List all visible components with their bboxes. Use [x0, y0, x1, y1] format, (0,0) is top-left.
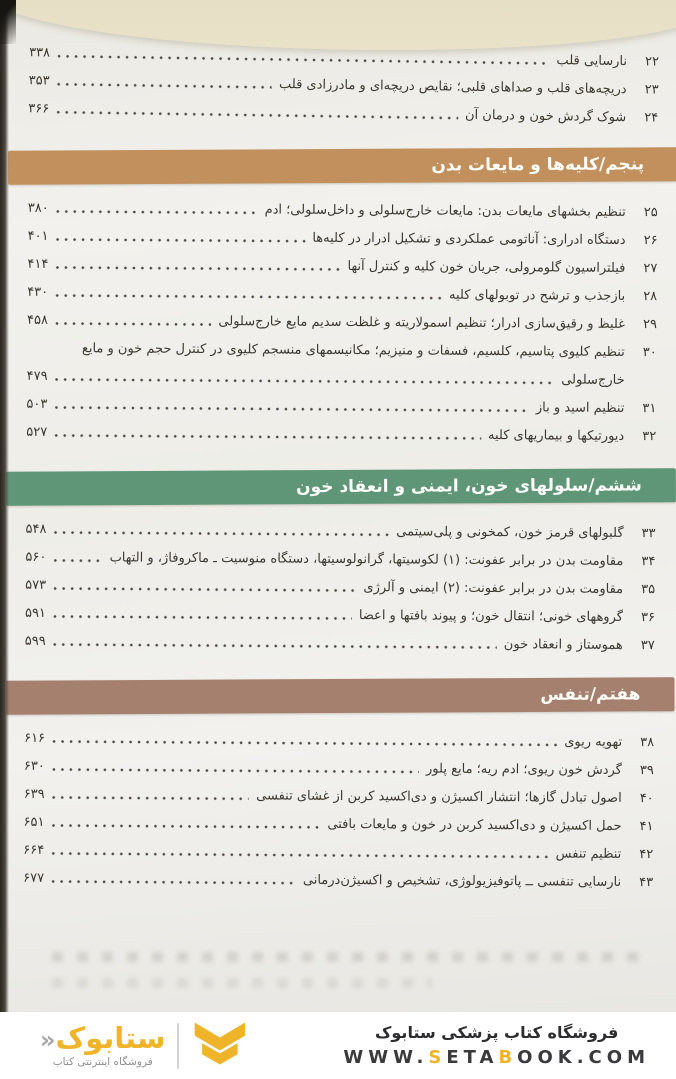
chapter-number: ۳۲ — [642, 429, 657, 445]
toc-row — [23, 869, 661, 892]
page-showthrough — [52, 952, 642, 962]
store-name: فروشگاه کتاب پزشکی ستابوک — [375, 1023, 619, 1042]
chapter-number: ۳۱ — [642, 401, 657, 417]
toc-row — [27, 311, 665, 334]
site-url-segment: WWW. — [343, 1047, 429, 1068]
page-number: ۳۸۰ — [27, 200, 49, 216]
section-header — [6, 677, 674, 715]
footer-site-info — [343, 1023, 654, 1068]
page-number: ۵۴۸ — [25, 521, 47, 537]
chapter-number: ۳۴ — [641, 554, 656, 570]
chapter-title: فیلتراسیون گلومرولی، جریان خون کلیه و کنترل آنها — [347, 259, 626, 276]
section-title: ششم/سلولهای خون، ایمنی و انعقاد خون — [296, 475, 642, 498]
dots-leader — [56, 208, 258, 216]
dots-leader — [51, 878, 296, 887]
chapter-number: ۳۵ — [641, 582, 656, 598]
chapter-title: نارسایی قلب — [556, 53, 628, 70]
section-rows — [23, 729, 662, 892]
dots-leader — [53, 641, 497, 651]
chapter-number: ۲۹ — [642, 317, 658, 333]
page-number: ۳۵۳ — [28, 73, 50, 89]
dots-leader — [55, 376, 555, 386]
page-showthrough — [52, 978, 432, 988]
section-title: پنجم/کلیه‌ها و مایعات بدن — [431, 154, 645, 176]
dots-leader — [57, 53, 550, 67]
logo-divider — [177, 1023, 179, 1069]
section-header — [8, 147, 676, 185]
dots-leader — [53, 557, 102, 564]
chapter-title: تنظیم کلیوی پتاسیم، کلسیم، فسفات و منیزیم؛ مکانیسمهای منسجم کلیوی در کنترل حجم خون و مایع — [81, 341, 625, 360]
chapter-title: گروههای خونی؛ انتقال خون؛ و پیوند بافتها و اعضا — [358, 608, 624, 625]
dots-leader — [54, 432, 481, 442]
page-number: ۶۳۹ — [23, 786, 45, 802]
toc-row — [27, 255, 665, 278]
toc-row — [27, 283, 665, 306]
chapter-title: تهویه ریوی — [564, 734, 623, 750]
dots-leader — [52, 738, 557, 749]
toc-row — [25, 576, 663, 599]
toc-row — [24, 785, 662, 808]
page-number: ۵۹۱ — [24, 605, 46, 621]
dots-leader — [56, 236, 306, 245]
toc-section — [28, 43, 667, 127]
toc-row — [24, 757, 662, 780]
logo-wordmark-block — [40, 1023, 166, 1067]
page-number: ۶۵۱ — [23, 814, 45, 830]
chapter-number: ۲۵ — [643, 205, 658, 221]
dots-leader — [53, 613, 352, 622]
dots-leader — [52, 766, 419, 776]
setabook-logo — [40, 1021, 246, 1071]
chapter-number: ۳۰ — [642, 345, 657, 361]
dots-leader — [51, 822, 320, 831]
chapter-title: دریچه‌های قلب و صداهای قلبی؛ نقایص دریچه‌ای و مادرزادی قلب — [278, 76, 627, 98]
chapter-number: ۳۹ — [639, 763, 654, 779]
page-number: ۵۰۳ — [26, 396, 48, 412]
page-number: ۴۵۸ — [26, 312, 49, 328]
dots-leader — [55, 292, 442, 302]
toc-row — [25, 632, 663, 655]
page-number: ۴۱۴ — [27, 256, 49, 272]
chapter-title: تنظیم اسید و باز — [535, 400, 625, 416]
chapter-number: ۲۳ — [644, 82, 659, 98]
chapter-number: ۲۶ — [643, 233, 658, 249]
toc-row — [27, 367, 665, 390]
chapter-title: اصول تبادل گازها؛ انتشار اکسیژن و دی‌اکسید کربن از غشای تنفسی — [256, 788, 622, 806]
toc-row — [25, 604, 663, 627]
chapter-number: ۴۳ — [639, 875, 654, 891]
page-number: ۶۱۶ — [24, 730, 46, 746]
toc-row — [24, 729, 662, 752]
chapter-title: هموستاز و انعقاد خون — [503, 637, 623, 653]
site-url-segment: S — [428, 1047, 447, 1068]
logo-wordmark: ستابوک« — [40, 1021, 166, 1056]
toc-row — [29, 43, 667, 71]
chapter-number: ۳۷ — [640, 638, 655, 654]
book-top-edge — [6, 0, 676, 50]
guillemet-icon: « — [40, 1026, 56, 1055]
toc-row — [28, 99, 666, 127]
double-chevron-down-icon — [190, 1021, 246, 1071]
toc-row — [25, 548, 663, 571]
footer-bar — [0, 1012, 676, 1079]
page-number: ۳۳۸ — [29, 45, 51, 61]
page-number: ۵۶۰ — [25, 549, 47, 565]
page-number: ۴۳۰ — [27, 284, 49, 300]
site-url — [343, 1047, 650, 1068]
toc-section — [25, 468, 664, 655]
chapter-number: ۴۱ — [639, 819, 654, 835]
chapter-title: گردش خون ریوی؛ ادم ریه؛ مایع پلور — [425, 761, 622, 778]
chapter-number: ۲۸ — [643, 289, 658, 305]
toc-row — [26, 395, 664, 418]
toc-row — [28, 199, 666, 222]
chapter-title: غلیظ و رقیق‌سازی ادرار؛ تنظیم اسمولاریته و غلظت سدیم مایع خارج‌سلولی — [218, 314, 626, 332]
chapter-number: ۲۴ — [644, 110, 659, 126]
page-number: ۵۲۷ — [26, 424, 48, 440]
page-number: ۶۳۰ — [23, 758, 45, 774]
section-rows — [26, 199, 666, 446]
dots-leader — [55, 264, 340, 273]
chapter-title: گلبولهای قرمز خون، کمخونی و پلی‌سیتمی — [396, 524, 624, 541]
chapter-title: دستگاه ادراری: آناتومی عملکردی و تشکیل ادرار در کلیه‌ها — [312, 230, 626, 248]
toc-row — [23, 813, 661, 836]
page-number: ۳۶۶ — [28, 101, 50, 117]
logo-caption: فروشگاه اینترنتی کتاب — [52, 1055, 153, 1068]
chapter-title: تنظیم تنفس — [555, 846, 622, 862]
dots-leader — [51, 850, 548, 860]
site-url-segment: ETA — [446, 1047, 499, 1068]
chapter-number: ۴۲ — [639, 847, 654, 863]
toc-row — [28, 227, 666, 250]
chapter-number: ۴۰ — [639, 791, 654, 807]
chapter-title: بازجذب و ترشح در توبولهای کلیه — [448, 287, 626, 304]
toc-sections — [23, 46, 667, 892]
chapter-title: نارسایی تنفسی ــ پاتوفیزیولوژی، تشخیص و اکسیژن‌درمانی — [302, 872, 622, 890]
toc-section — [26, 147, 666, 446]
toc-section — [23, 677, 662, 892]
chapter-number: ۳۸ — [640, 735, 655, 751]
toc-row — [27, 339, 665, 362]
dots-leader — [53, 529, 389, 538]
dots-leader — [52, 794, 250, 802]
toc-row — [29, 71, 667, 99]
site-url-segment: B — [498, 1047, 518, 1068]
chapter-title: مقاومت بدن در برابر عفونت: (۱) لکوسیتها، گرانولوسیتها، دستگاه منوسیت ـ ماکروفاژ، و التهاب — [109, 550, 624, 569]
page-number: ۶۶۴ — [23, 842, 45, 858]
dots-leader — [57, 81, 273, 91]
page-number: ۵۹۹ — [24, 633, 46, 649]
section-title: هفتم/تنفس — [540, 684, 641, 705]
dots-leader — [55, 320, 211, 328]
section-rows — [28, 43, 667, 127]
dots-leader — [53, 585, 356, 594]
section-header — [6, 468, 676, 506]
page-number: ۴۷۹ — [26, 368, 48, 384]
toc-row — [23, 841, 661, 864]
chapter-number: ۲۲ — [644, 54, 660, 70]
page-number: ۶۷۷ — [23, 870, 45, 886]
page-number: ۴۰۱ — [27, 228, 49, 244]
page-number: ۵۷۳ — [25, 577, 47, 593]
chapter-title: شوک گردش خون و درمان آن — [464, 107, 627, 126]
book-page — [6, 0, 676, 1012]
chapter-title: تنظیم بخشهای مایعات بدن: مایعات خارج‌سلولی و داخل‌سلولی؛ ادم — [264, 202, 626, 220]
chapter-title: حمل اکسیژن و دی‌اکسید کربن در خون و مایعات بافتی — [327, 816, 622, 834]
chapter-title: دیورتیکها و بیماریهای کلیه — [487, 427, 625, 444]
book-left-edge — [0, 0, 9, 1012]
chapter-number: ۲۷ — [643, 261, 658, 277]
chapter-title: خارج‌سلولی — [561, 372, 625, 388]
toc-row — [26, 423, 664, 446]
chapter-title: مقاومت بدن در برابر عفونت: (۲) ایمنی و آلرژی — [363, 580, 624, 597]
section-rows — [25, 520, 664, 655]
chapter-number: ۳۳ — [641, 526, 656, 542]
toc-row — [26, 520, 664, 543]
chapter-number: ۳۶ — [640, 610, 656, 626]
dots-leader — [54, 404, 529, 414]
site-url-segment: OOK.COM — [517, 1047, 650, 1068]
dots-leader — [56, 109, 458, 122]
